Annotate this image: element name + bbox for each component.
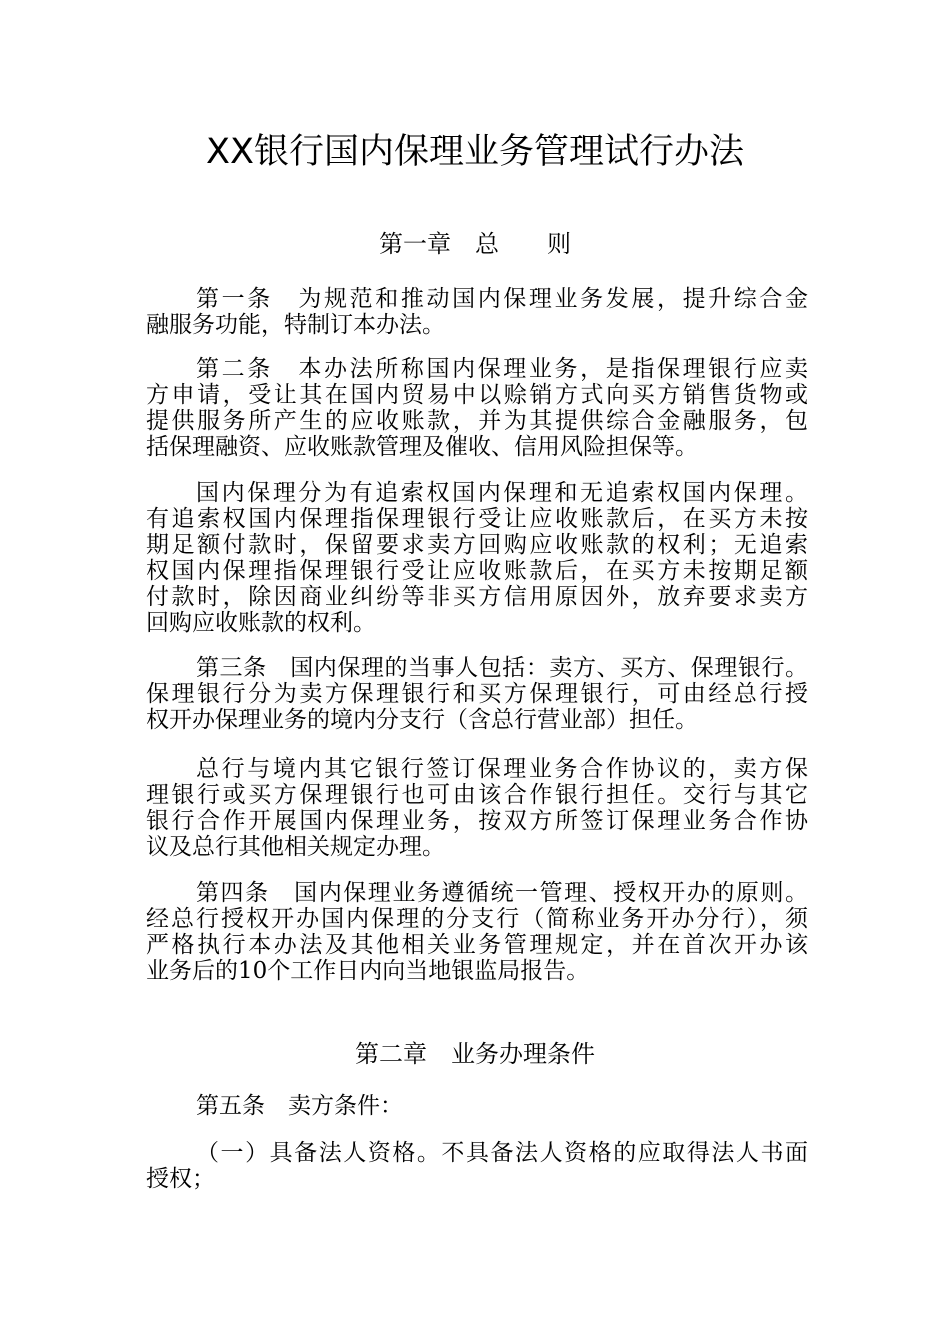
chapter-heading-1: 第一章 总 则 [379,230,571,258]
paragraph-line: 严格执行本办法及其他相关业务管理规定，并在首次开办该 [146,932,808,958]
paragraph-line: 银行合作开展国内保理业务，按双方所签订保理业务合作协 [146,808,808,834]
paragraph-line: 第四条 国内保理业务遵循统一管理、授权开办的原则。 [196,880,808,906]
paragraph-line: 第一条 为规范和推动国内保理业务发展，提升综合金 [196,286,808,312]
paragraph-line: 保理银行分为卖方保理银行和买方保理银行，可由经总行授 [146,681,808,707]
article-1 [146,286,808,338]
paragraph-line: 业务后的10个工作日内向当地银监局报告。 [146,958,590,984]
factoring-types-paragraph [146,480,808,636]
paragraph-line: 第五条 卖方条件： [196,1093,403,1119]
chapter-heading-2: 第二章 业务办理条件 [355,1040,595,1068]
document-title: XX银行国内保理业务管理试行办法 [206,132,744,172]
paragraph-line: 第二条 本办法所称国内保理业务，是指保理银行应卖 [196,356,808,382]
article-4 [146,880,808,984]
paragraph-line: 回购应收账款的权利。 [146,610,376,636]
paragraph-line: 提供服务所产生的应收账款，并为其提供综合金融服务，包 [146,408,808,434]
paragraph-line: 期足额付款时，保留要求卖方回购应收账款的权利；无追索 [146,532,808,558]
paragraph-line: 权开办保理业务的境内分支行（含总行营业部）担任。 [146,707,698,733]
seller-condition-1 [146,1140,808,1192]
paragraph-line: 括保理融资、应收账款管理及催收、信用风险担保等。 [146,434,698,460]
paragraph-line: 方申请，受让其在国内贸易中以赊销方式向买方销售货物或 [146,382,808,408]
paragraph-line: （一）具备法人资格。不具备法人资格的应取得法人书面 [196,1140,808,1166]
paragraph-line: 总行与境内其它银行签订保理业务合作协议的，卖方保 [196,756,808,782]
paragraph-line: 有追索权国内保理指保理银行受让应收账款后，在买方未按 [146,506,808,532]
paragraph-line: 经总行授权开办国内保理的分支行（简称业务开办分行），须 [146,906,808,932]
article-2 [146,356,808,460]
paragraph-line: 授权； [146,1166,215,1192]
cooperation-paragraph [146,756,808,860]
paragraph-line: 付款时，除因商业纠纷等非买方信用原因外，放弃要求卖方 [146,584,808,610]
paragraph-line: 融服务功能，特制订本办法。 [146,312,445,338]
article-3 [146,655,808,733]
paragraph-line: 权国内保理指保理银行受让应收账款后，在买方未按期足额 [146,558,808,584]
paragraph-line: 理银行或买方保理银行也可由该合作银行担任。交行与其它 [146,782,808,808]
paragraph-line: 议及总行其他相关规定办理。 [146,834,445,860]
paragraph-line: 第三条 国内保理的当事人包括：卖方、买方、保理银行。 [196,655,808,681]
article-5 [146,1093,808,1119]
paragraph-line: 国内保理分为有追索权国内保理和无追索权国内保理。 [196,480,808,506]
